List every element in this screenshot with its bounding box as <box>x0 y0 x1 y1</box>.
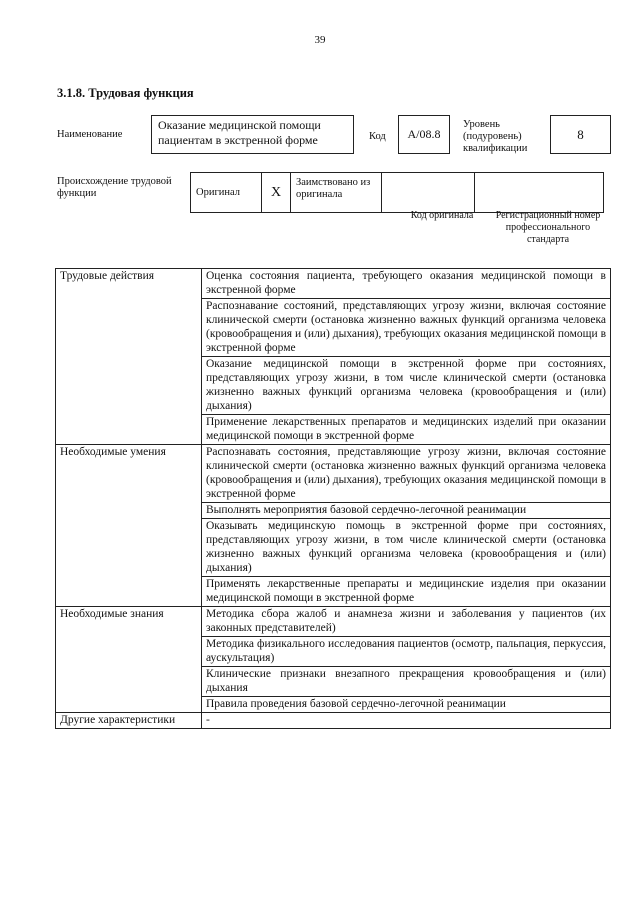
original-label: Оригинал <box>191 173 262 213</box>
borrowed-label: Заимствовано из оригинала <box>291 173 382 213</box>
table-row <box>56 713 611 729</box>
table-row <box>56 269 611 299</box>
section-item: Распознавать состояния, представляющие угрозу жизни, включая состояние клинической смерти (остановка жизненно важных функций организма человека (кровообращения и (или) дыхания), требующих оказания медицинской помощи в экстренной форме <box>202 445 611 503</box>
reg-number-caption: Регистрационный номер профессионального стандарта <box>495 210 601 245</box>
section-item: Оказание медицинской помощи в экстренной форме при состояниях, представляющих угрозу жизни, в том числе клинической смерти (остановка жизненно важных функций организма человека (кровообращения и (или) дыхания) <box>202 357 611 415</box>
section-item: Выполнять мероприятия базовой сердечно-легочной реанимации <box>202 503 611 519</box>
section-item: Оценка состояния пациента, требующего оказания медицинской помощи в экстренной форме <box>202 269 611 299</box>
origin-table <box>190 172 604 213</box>
section-category: Трудовые действия <box>56 269 202 445</box>
original-mark: X <box>262 173 291 213</box>
table-row <box>56 445 611 503</box>
section-item: Применять лекарственные препараты и медицинские изделия при оказании медицинской помощи в экстренной форме <box>202 577 611 607</box>
name-label: Наименование <box>57 129 123 140</box>
code-original-cell <box>382 173 475 213</box>
reg-number-cell <box>475 173 604 213</box>
code-original-caption: Код оригинала <box>410 210 474 221</box>
code-label: Код <box>369 131 386 142</box>
labor-function-table <box>55 268 611 729</box>
labor-function-table-body <box>56 269 611 729</box>
section-item: Распознавание состояний, представляющих угрозу жизни, включая состояние клинической смерти (остановка жизненно важных функций организма человека (кровообращения и (или) дыхания), требующих оказания медицинской помощи в экстренной форме <box>202 299 611 357</box>
code-value: A/08.8 <box>398 115 450 154</box>
section-item: Применение лекарственных препаратов и медицинских изделий при оказании медицинской помощи в экстренной форме <box>202 415 611 445</box>
qualification-level-label: Уровень (подуровень) квалификации <box>463 119 528 154</box>
section-item: Оказывать медицинскую помощь в экстренной форме при состояниях, представляющих угрозу жизни, в том числе клинической смерти (остановка жизненно важных функций организма человека (кровообращения и (или) дыхания) <box>202 519 611 577</box>
section-item: Методика физикального исследования пациентов (осмотр, пальпация, перкуссия, аускультация) <box>202 637 611 667</box>
section-category: Другие характеристики <box>56 713 202 729</box>
section-item: Клинические признаки внезапного прекращения кровообращения и (или) дыхания <box>202 667 611 697</box>
origin-label: Происхождение трудовой функции <box>57 176 172 199</box>
section-title: 3.1.8. Трудовая функция <box>57 86 194 100</box>
section-category: Необходимые знания <box>56 607 202 713</box>
table-row <box>56 607 611 637</box>
section-category: Необходимые умения <box>56 445 202 607</box>
section-item: Правила проведения базовой сердечно-легочной реанимации <box>202 697 611 713</box>
section-item: Методика сбора жалоб и анамнеза жизни и заболевания у пациентов (их законных представителей) <box>202 607 611 637</box>
section-item: - <box>202 713 611 729</box>
qualification-level-value: 8 <box>550 115 611 154</box>
name-value: Оказание медицинской помощи пациентам в экстренной форме <box>151 115 354 154</box>
page-number: 39 <box>314 34 326 46</box>
